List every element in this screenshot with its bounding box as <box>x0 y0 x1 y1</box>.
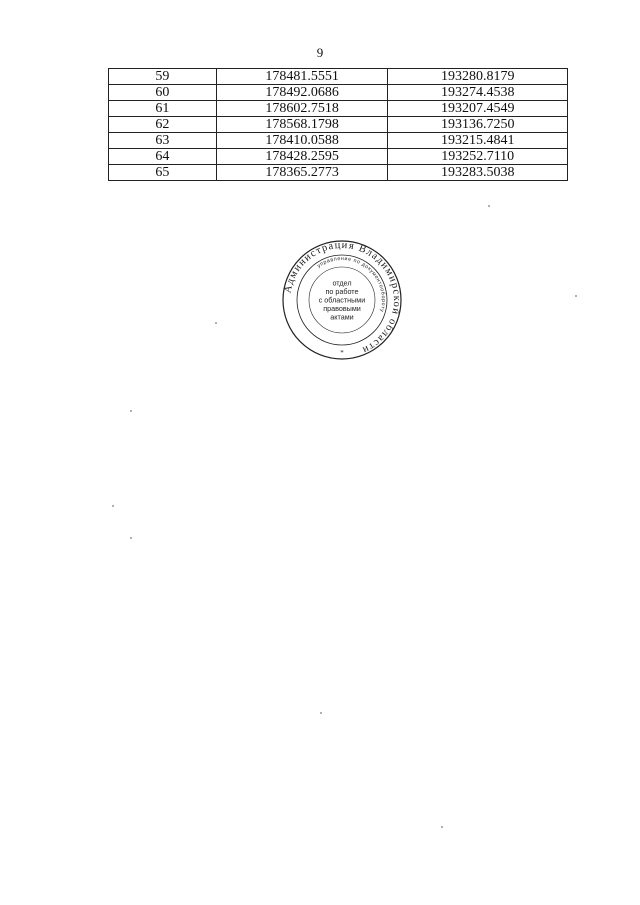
coordinates-table <box>108 68 568 181</box>
scan-speck <box>441 826 443 828</box>
scan-speck <box>488 205 490 207</box>
y-coordinate-cell: 193252.7110 <box>388 149 568 165</box>
point-number-cell: 62 <box>109 117 217 133</box>
x-coordinate-cell: 178410.0588 <box>216 133 388 149</box>
point-number-cell: 63 <box>109 133 217 149</box>
seal-star-icon: * <box>340 349 344 357</box>
table-row <box>109 149 568 165</box>
scan-speck <box>130 410 132 412</box>
seal-middle-text: управление по документообороту <box>316 255 387 313</box>
x-coordinate-cell: 178428.2595 <box>216 149 388 165</box>
y-coordinate-cell: 193215.4841 <box>388 133 568 149</box>
point-number-cell: 61 <box>109 101 217 117</box>
table-row <box>109 133 568 149</box>
seal-center-line: по работе <box>325 286 359 296</box>
table-row <box>109 165 568 181</box>
seal-center-line: с областными <box>318 295 366 305</box>
point-number-cell: 64 <box>109 149 217 165</box>
x-coordinate-cell: 178365.2773 <box>216 165 388 181</box>
table-row <box>109 69 568 85</box>
scan-speck <box>130 537 132 539</box>
y-coordinate-cell: 193207.4549 <box>388 101 568 117</box>
y-coordinate-cell: 193136.7250 <box>388 117 568 133</box>
page-number: 9 <box>316 45 324 60</box>
scan-speck <box>575 295 577 297</box>
seal-center-line: правовыми <box>323 304 361 314</box>
seal-center-line: актами <box>330 312 354 322</box>
seal-outer-text: Администрация Владимирской области <box>282 240 402 356</box>
y-coordinate-cell: 193280.8179 <box>388 69 568 85</box>
scan-speck <box>112 505 114 507</box>
point-number-cell: 59 <box>109 69 217 85</box>
point-number-cell: 60 <box>109 85 217 101</box>
y-coordinate-cell: 193274.4538 <box>388 85 568 101</box>
y-coordinate-cell: 193283.5038 <box>388 165 568 181</box>
seal-center-line: отдел <box>332 278 352 288</box>
table-row <box>109 117 568 133</box>
table-row <box>109 101 568 117</box>
scan-speck <box>320 712 322 714</box>
x-coordinate-cell: 178602.7518 <box>216 101 388 117</box>
x-coordinate-cell: 178492.0686 <box>216 85 388 101</box>
scan-speck <box>215 322 217 324</box>
official-seal <box>282 240 402 360</box>
x-coordinate-cell: 178568.1798 <box>216 117 388 133</box>
table-row <box>109 85 568 101</box>
point-number-cell: 65 <box>109 165 217 181</box>
x-coordinate-cell: 178481.5551 <box>216 69 388 85</box>
